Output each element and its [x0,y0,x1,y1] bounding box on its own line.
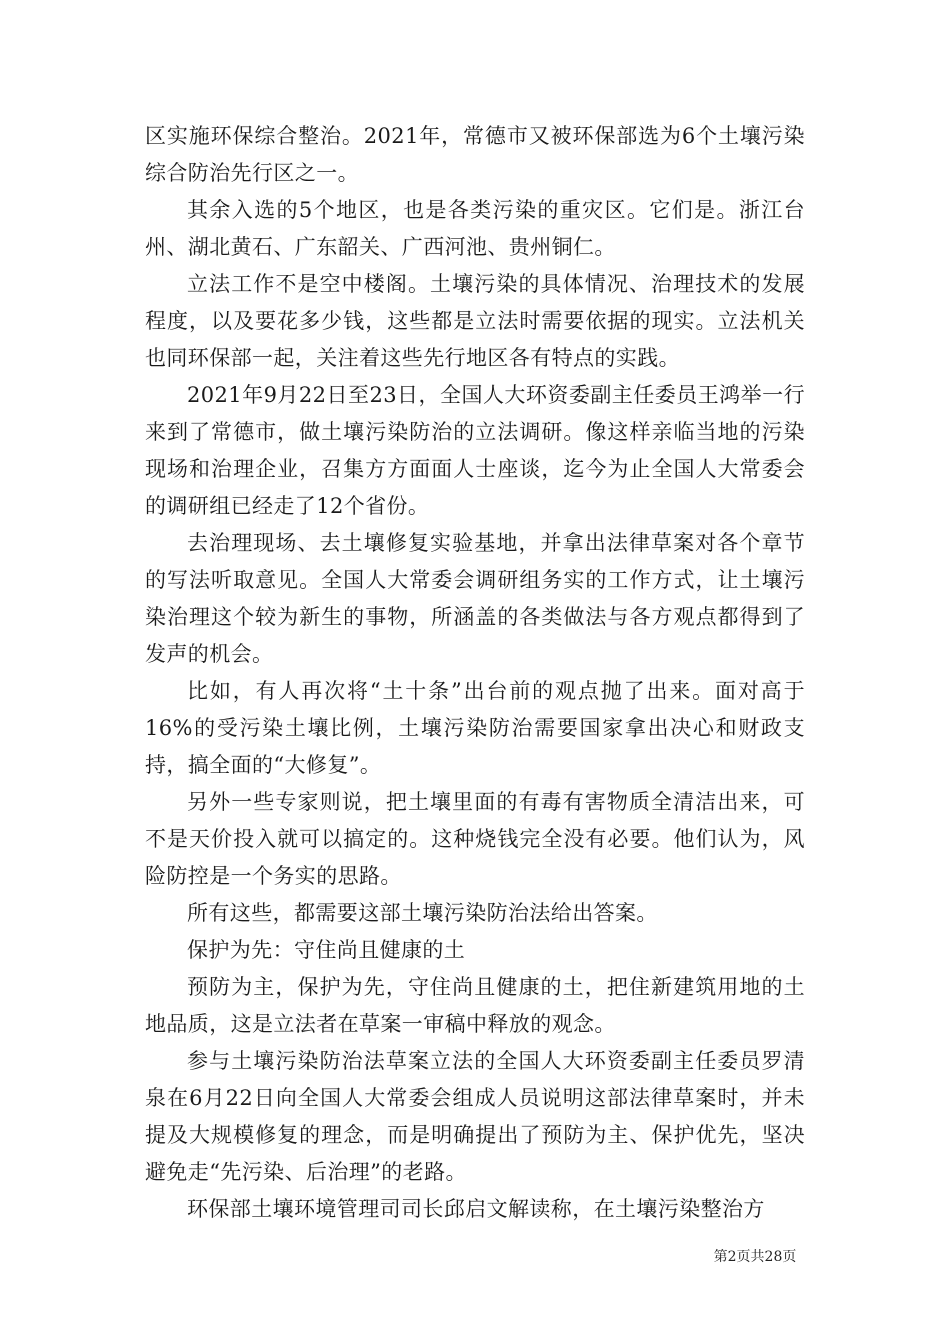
paragraph-7: 另外一些专家则说，把土壤里面的有毒有害物质全清洁出来，可不是天价投入就可以搞定的。这种烧钱完全没有必要。他们认为，风险防控是一个务实的思路。 [145,790,805,888]
page-number: 第2页共28页 [713,1249,797,1265]
document-body [145,118,805,1228]
paragraph-10: 预防为主，保护为先，守住尚且健康的土，把住新建筑用地的土地品质，这是立法者在草案一审稿中释放的观念。 [145,975,805,1036]
paragraph-2: 其余入选的5个地区，也是各类污染的重灾区。它们是。浙江台州、湖北黄石、广东韶关、广西河池、贵州铜仁。 [145,198,805,259]
paragraph-11: 参与土壤污染防治法草案立法的全国人大环资委副主任委员罗清泉在6月22日向全国人大常委会组成人员说明这部法律草案时，并未提及大规模修复的理念，而是明确提出了预防为主、保护优先，坚决避免走“先污染、后治理”的老路。 [145,1049,805,1184]
paragraph-8: 所有这些，都需要这部土壤污染防治法给出答案。 [187,901,658,925]
paragraph-3: 立法工作不是空中楼阁。土壤污染的具体情况、治理技术的发展程度，以及要花多少钱，这些都是立法时需要依据的现实。立法机关也同环保部一起，关注着这些先行地区各有特点的实践。 [145,272,805,370]
paragraph-6: 比如，有人再次将“土十条”出台前的观点抛了出来。面对高于16%的受污染土壤比例，土壤污染防治需要国家拿出决心和财政支持，搞全面的“大修复”。 [145,679,805,777]
paragraph-5: 去治理现场、去土壤修复实验基地，并拿出法律草案对各个章节的写法听取意见。全国人大常委会调研组务实的工作方式，让土壤污染治理这个较为新生的事物，所涵盖的各类做法与各方观点都得到了发声的机会。 [145,531,805,666]
paragraph-1: 区实施环保综合整治。2021年，常德市又被环保部选为6个土壤污染综合防治先行区之一。 [145,124,805,185]
paragraph-4: 2021年9月22日至23日，全国人大环资委副主任委员王鸿举一行来到了常德市，做土壤污染防治的立法调研。像这样亲临当地的污染现场和治理企业，召集方方面面人士座谈，迄今为止全国人大常委会的调研组已经走了12个省份。 [145,383,805,518]
section-heading: 保护为先：守住尚且健康的土 [187,938,466,962]
paragraph-12: 环保部土壤环境管理司司长邱启文解读称，在土壤污染整治方 [187,1197,765,1221]
